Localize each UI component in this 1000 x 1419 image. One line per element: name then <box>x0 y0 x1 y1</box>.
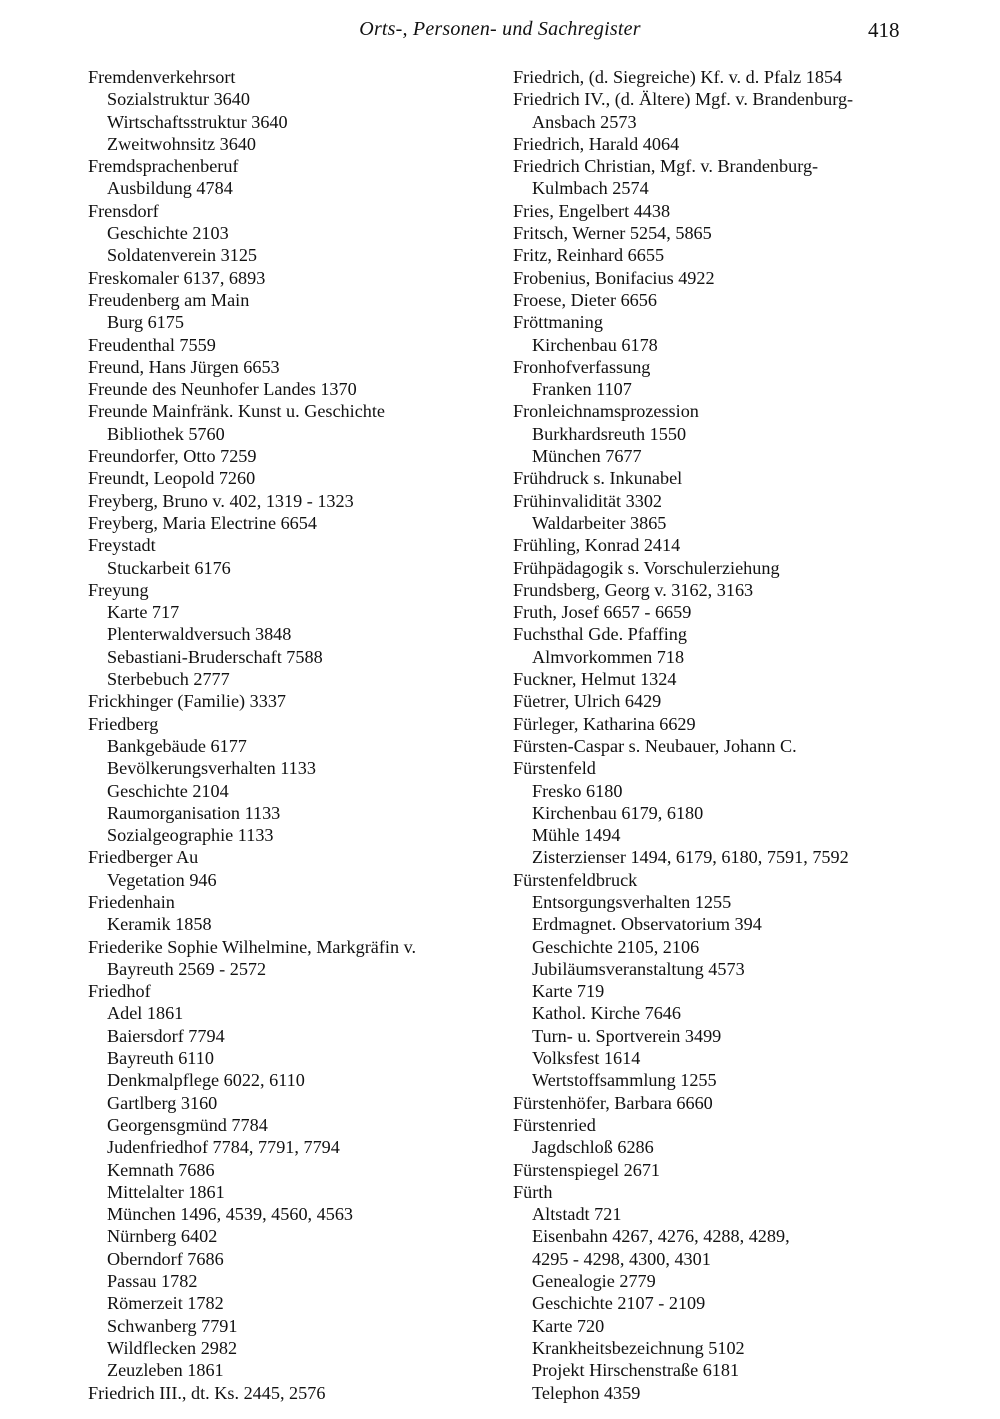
index-entry: Frundsberg, Georg v. 3162, 3163 <box>513 579 754 600</box>
index-entry: Friedberger Au <box>88 847 199 868</box>
index-subentry: Waldarbeiter 3865 <box>532 512 667 533</box>
index-entry: Fürstenfeldbruck <box>513 869 638 890</box>
index-subentry: Geschichte 2105, 2106 <box>532 936 700 957</box>
index-subentry: Telephon 4359 <box>532 1382 641 1403</box>
index-entry: Fürsten-Caspar s. Neubauer, Johann C. <box>513 735 797 756</box>
index-entry: Friedberg <box>88 713 159 734</box>
index-subentry: Jubiläumsveranstaltung 4573 <box>532 958 745 979</box>
index-entry: Froese, Dieter 6656 <box>513 289 657 310</box>
index-subentry: Sterbebuch 2777 <box>107 669 230 690</box>
index-subentry: Almvorkommen 718 <box>532 646 685 667</box>
index-subentry: Wildflecken 2982 <box>107 1337 238 1358</box>
index-entry: Fritz, Reinhard 6655 <box>513 245 665 266</box>
index-entry: Friedrich IV., (d. Ältere) Mgf. v. Brandenburg- <box>513 89 854 110</box>
index-subentry: Römerzeit 1782 <box>107 1293 224 1314</box>
index-subentry: Kathol. Kirche 7646 <box>532 1003 681 1024</box>
index-subentry: Bibliothek 5760 <box>107 423 225 444</box>
index-subentry: Burkhardsreuth 1550 <box>532 423 687 444</box>
index-subentry: Passau 1782 <box>107 1271 198 1292</box>
index-subentry: Schwanberg 7791 <box>107 1315 238 1336</box>
index-subentry: Sebastiani-Bruderschaft 7588 <box>107 646 323 667</box>
index-entry: Füetrer, Ulrich 6429 <box>513 691 662 712</box>
index-entry: Frickhinger (Familie) 3337 <box>88 691 287 712</box>
index-entry: Fürstenfeld <box>513 758 596 779</box>
index-entry: Frühdruck s. Inkunabel <box>513 468 683 489</box>
index-entry: Friedrich III., dt. Ks. 2445, 2576 <box>88 1382 326 1403</box>
index-subentry: Erdmagnet. Observatorium 394 <box>532 914 762 935</box>
index-subentry: Raumorganisation 1133 <box>107 802 281 823</box>
index-subentry: Nürnberg 6402 <box>107 1226 218 1247</box>
index-entry: Friedhof <box>88 981 151 1002</box>
index-entry: Freyberg, Maria Electrine 6654 <box>88 512 317 533</box>
index-subentry: Kulmbach 2574 <box>532 178 649 199</box>
index-entry: Fürstenspiegel 2671 <box>513 1159 661 1180</box>
index-subentry: Geschichte 2107 - 2109 <box>532 1293 706 1314</box>
index-subentry: Keramik 1858 <box>107 914 212 935</box>
index-subentry: Mühle 1494 <box>532 825 621 846</box>
index-subentry: Ausbildung 4784 <box>107 178 233 199</box>
index-subentry: Stuckarbeit 6176 <box>107 557 231 578</box>
index-entry: Fürstenhöfer, Barbara 6660 <box>513 1092 713 1113</box>
index-subentry: Georgensgmünd 7784 <box>107 1114 268 1135</box>
index-subentry: Oberndorf 7686 <box>107 1248 224 1269</box>
index-subentry: Geschichte 2103 <box>107 223 229 244</box>
index-entry: Freyberg, Bruno v. 402, 1319 - 1323 <box>88 490 354 511</box>
index-subentry: Kirchenbau 6178 <box>532 334 658 355</box>
index-column-right <box>513 66 933 1404</box>
index-entry: Frühinvalidität 3302 <box>513 490 663 511</box>
index-entry: Freudenberg am Main <box>88 289 250 310</box>
index-entry: Fritsch, Werner 5254, 5865 <box>513 223 712 244</box>
index-entry: Friedenhain <box>88 891 175 912</box>
index-subentry: Plenterwaldversuch 3848 <box>107 624 292 645</box>
index-subentry: Sozialgeographie 1133 <box>107 825 274 846</box>
index-subentry: Projekt Hirschenstraße 6181 <box>532 1360 740 1381</box>
index-subentry: Karte 720 <box>532 1315 605 1336</box>
index-entry: Fürleger, Katharina 6629 <box>513 713 696 734</box>
index-entry: Freudenthal 7559 <box>88 334 216 355</box>
index-subentry: Bevölkerungsverhalten 1133 <box>107 758 316 779</box>
index-entry: Friedrich, (d. Siegreiche) Kf. v. d. Pfalz 1854 <box>513 67 843 87</box>
index-subentry: Sozialstruktur 3640 <box>107 89 250 110</box>
index-entry: Fremdenverkehrsort <box>88 67 236 87</box>
index-subentry: Gartlberg 3160 <box>107 1092 218 1113</box>
index-subentry: Zweitwohnsitz 3640 <box>107 133 257 154</box>
page-number: 418 <box>868 18 900 42</box>
index-subentry: Denkmalpflege 6022, 6110 <box>107 1070 305 1091</box>
index-entry: Freyung <box>88 579 149 600</box>
index-entry: Fronleichnamsprozession <box>513 401 699 422</box>
index-subentry: Karte 717 <box>107 602 180 623</box>
index-subentry: Zisterzienser 1494, 6179, 6180, 7591, 7592 <box>532 847 849 868</box>
index-column-left <box>88 66 493 1404</box>
index-subentry: Bayreuth 2569 - 2572 <box>107 958 267 979</box>
index-subentry: München 1496, 4539, 4560, 4563 <box>107 1204 354 1225</box>
index-subentry: Turn- u. Sportverein 3499 <box>532 1025 722 1046</box>
index-subentry: Mittelalter 1861 <box>107 1181 225 1202</box>
index-subentry: Vegetation 946 <box>107 869 217 890</box>
index-entry: Frensdorf <box>88 200 159 221</box>
index-subentry: Kirchenbau 6179, 6180 <box>532 802 704 823</box>
index-subentry: Franken 1107 <box>532 379 632 400</box>
index-entry: Freundorfer, Otto 7259 <box>88 446 257 467</box>
index-entry: Fremdsprachenberuf <box>88 156 239 177</box>
index-subentry: München 7677 <box>532 446 642 467</box>
index-entry: Frobenius, Bonifacius 4922 <box>513 267 715 288</box>
index-entry: Freunde des Neunhofer Landes 1370 <box>88 379 357 400</box>
index-subentry: Bayreuth 6110 <box>107 1048 214 1069</box>
index-entry: Fürstenried <box>513 1114 596 1135</box>
index-entry: Fuchsthal Gde. Pfaffing <box>513 624 687 645</box>
index-subentry: Geschichte 2104 <box>107 780 229 801</box>
index-entry: Fuckner, Helmut 1324 <box>513 669 677 690</box>
index-subentry: Krankheitsbezeichnung 5102 <box>532 1337 745 1358</box>
index-subentry: Karte 719 <box>532 981 605 1002</box>
index-entry: Fruth, Josef 6657 - 6659 <box>513 602 692 623</box>
index-subentry: Volksfest 1614 <box>532 1048 641 1069</box>
index-subentry: Wirtschaftsstruktur 3640 <box>107 111 288 132</box>
index-subentry: Wertstoffsammlung 1255 <box>532 1070 717 1091</box>
index-entry: Freskomaler 6137, 6893 <box>88 267 266 288</box>
index-entry: Friedrich, Harald 4064 <box>513 133 680 154</box>
index-subentry: Zeuzleben 1861 <box>107 1360 224 1381</box>
index-subentry: Kemnath 7686 <box>107 1159 215 1180</box>
index-entry: Fries, Engelbert 4438 <box>513 200 671 221</box>
index-entry: Freund, Hans Jürgen 6653 <box>88 356 280 377</box>
index-entry: Frühling, Konrad 2414 <box>513 535 681 556</box>
index-subentry: Fresko 6180 <box>532 780 623 801</box>
index-entry: Freunde Mainfränk. Kunst u. Geschichte <box>88 401 385 422</box>
index-entry: Fröttmaning <box>513 312 603 333</box>
index-subentry: Genealogie 2779 <box>532 1271 656 1292</box>
index-entry: Fürth <box>513 1181 553 1202</box>
index-subentry: Eisenbahn 4267, 4276, 4288, 4289, <box>532 1226 790 1247</box>
running-header-title: Orts-, Personen- und Sachregister <box>359 18 641 40</box>
index-entry: Fronhofverfassung <box>513 356 651 377</box>
index-subentry: Judenfriedhof 7784, 7791, 7794 <box>107 1137 340 1158</box>
index-subentry: 4295 - 4298, 4300, 4301 <box>532 1248 711 1269</box>
index-subentry: Burg 6175 <box>107 312 184 333</box>
index-subentry: Jagdschloß 6286 <box>532 1137 654 1158</box>
index-entry: Freystadt <box>88 535 156 556</box>
index-subentry: Bankgebäude 6177 <box>107 735 247 756</box>
index-entry: Freundt, Leopold 7260 <box>88 468 256 489</box>
index-subentry: Baiersdorf 7794 <box>107 1025 225 1046</box>
index-subentry: Soldatenverein 3125 <box>107 245 258 266</box>
index-subentry: Adel 1861 <box>107 1003 184 1024</box>
index-entry: Friedrich Christian, Mgf. v. Brandenburg- <box>513 156 819 177</box>
index-subentry: Entsorgungsverhalten 1255 <box>532 891 732 912</box>
index-entry: Friederike Sophie Wilhelmine, Markgräfin v. <box>88 936 417 957</box>
index-subentry: Ansbach 2573 <box>532 111 637 132</box>
index-entry: Frühpädagogik s. Vorschulerziehung <box>513 557 780 578</box>
index-subentry: Altstadt 721 <box>532 1204 622 1225</box>
